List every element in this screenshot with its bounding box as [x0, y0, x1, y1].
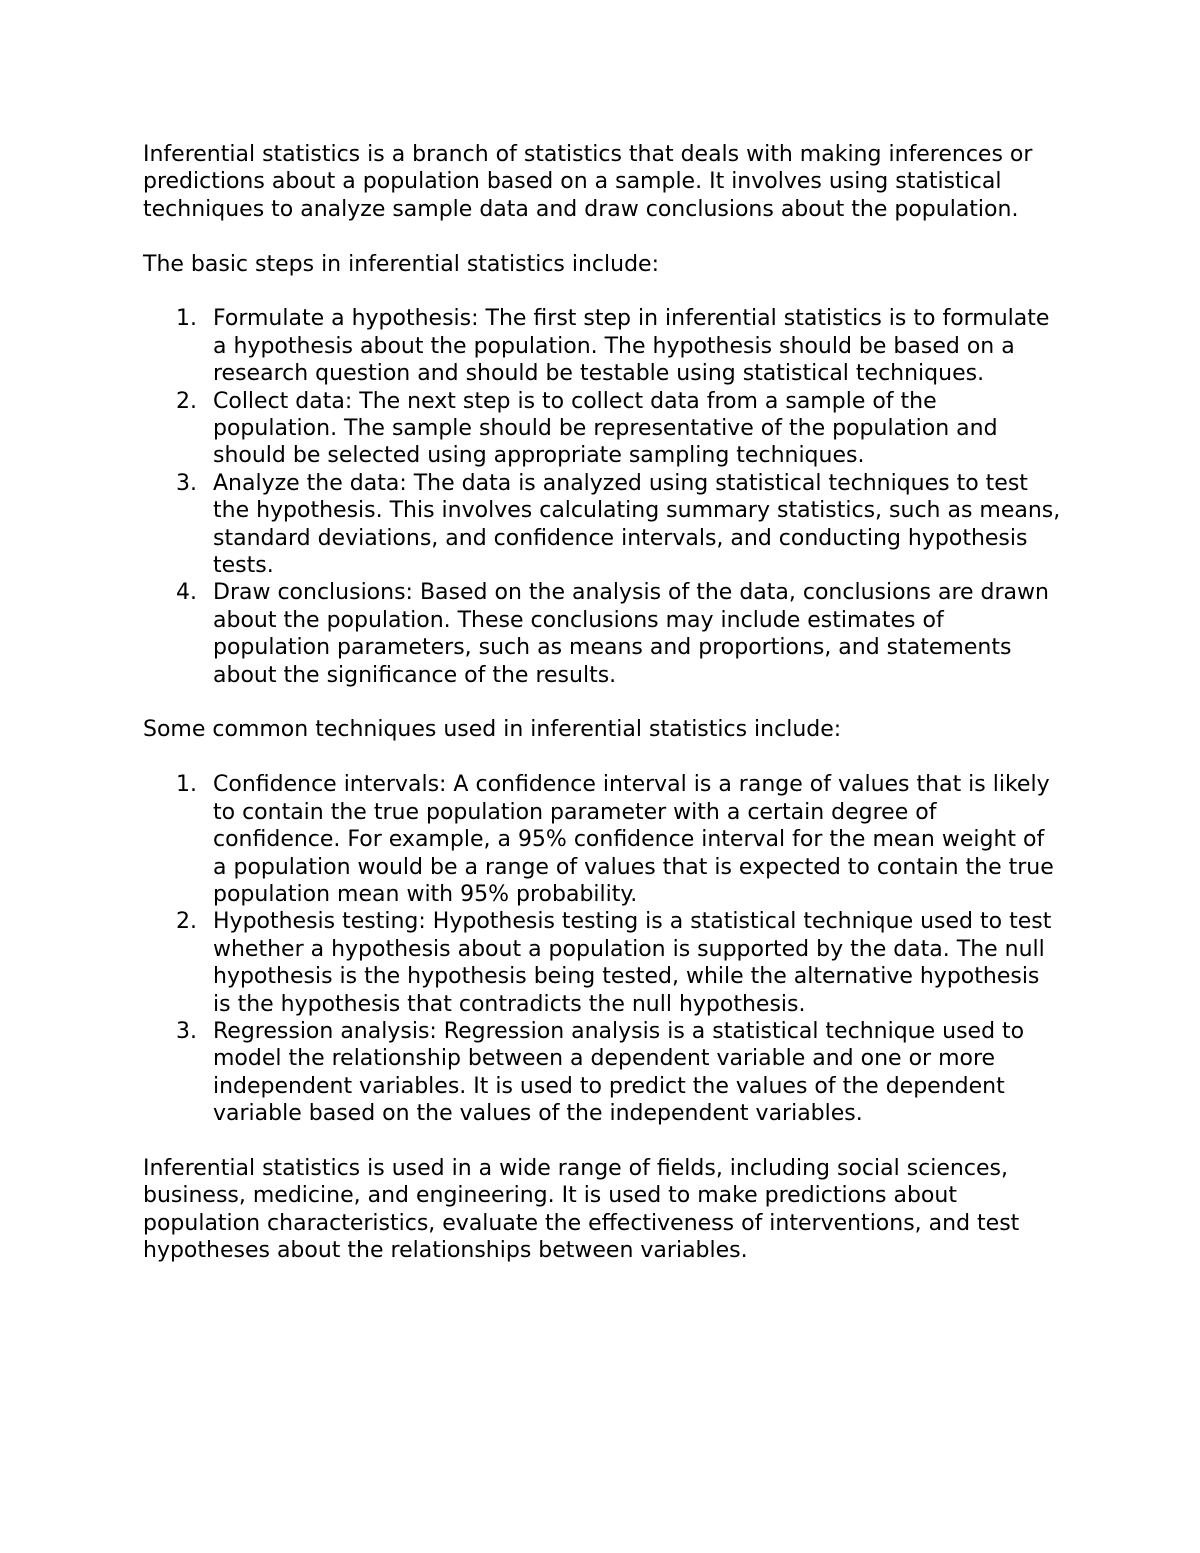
- list-item-text: Confidence intervals: A confidence interval is a range of values that is likely to contain the true population parameter with a certain degree of confidence. For example, a 95% confidence interval for the mean weight of a population would be a range of values that is expected to contain the true population mean with 95% probability.: [213, 772, 1054, 907]
- list-number: 1.: [176, 772, 197, 798]
- list-item: [143, 579, 1063, 689]
- list-number: 4.: [176, 580, 197, 606]
- list-item-text: Regression analysis: Regression analysis is a statistical technique used to model the relationship between a dependent variable and one or more independent variables. It is used to predict the values of the dependent variable based on the values of the independent variables.: [213, 1018, 1025, 1127]
- steps-heading: The basic steps in inferential statistics include:: [143, 251, 659, 277]
- list-item-text: Hypothesis testing: Hypothesis testing is a statistical technique used to test whether a hypothesis about a population is supported by the data. The null hypothesis is the hypothesis being tested, while the alternative hypothesis is the hypothesis that contradicts the null hypothesis.: [213, 909, 1052, 1017]
- list-item-text: Draw conclusions: Based on the analysis of the data, conclusions are drawn about the population. These conclusions may include estimates of population parameters, such as means and proportions, and statements about the significance of the results.: [213, 580, 1049, 688]
- list-item: [143, 771, 1063, 908]
- list-number: 3.: [176, 470, 197, 496]
- list-item: [143, 388, 1063, 470]
- list-item: [143, 470, 1063, 580]
- list-number: 3.: [176, 1018, 197, 1044]
- list-number: 2.: [176, 388, 197, 414]
- closing-paragraph: Inferential statistics is used in a wide range of fields, including social sciences, business, medicine, and engineering. It is used to make predictions about population characteristics, evaluate the effectiveness of interventions, and test hypotheses about the relationships between variables.: [143, 1155, 1020, 1264]
- list-number: 2.: [176, 909, 197, 935]
- list-item-text: Analyze the data: The data is analyzed using statistical techniques to test the hypothesis. This involves calculating summary statistics, such as means, standard deviations, and confidence intervals, and conducting hypothesis tests.: [213, 470, 1061, 579]
- intro-paragraph: Inferential statistics is a branch of statistics that deals with making inferences or predictions about a population based on a sample. It involves using statistical techniques to analyze sample data and draw conclusions about the population.: [143, 142, 1033, 222]
- list-item-text: Collect data: The next step is to collect data from a sample of the population. The sample should be representative of the population and should be selected using appropriate sampling techniques.: [213, 388, 998, 469]
- list-item: [143, 1018, 1063, 1128]
- techniques-list: [143, 771, 1063, 1127]
- document-page: [143, 141, 1063, 1265]
- list-item: [143, 305, 1063, 387]
- list-number: 1.: [176, 306, 197, 332]
- techniques-heading: Some common techniques used in inferential statistics include:: [143, 717, 842, 743]
- list-item: [143, 908, 1063, 1018]
- steps-list: [143, 305, 1063, 689]
- list-item-text: Formulate a hypothesis: The first step in inferential statistics is to formulate a hypothesis about the population. The hypothesis should be based on a research question and should be testable using statistical techniques.: [213, 306, 1050, 387]
